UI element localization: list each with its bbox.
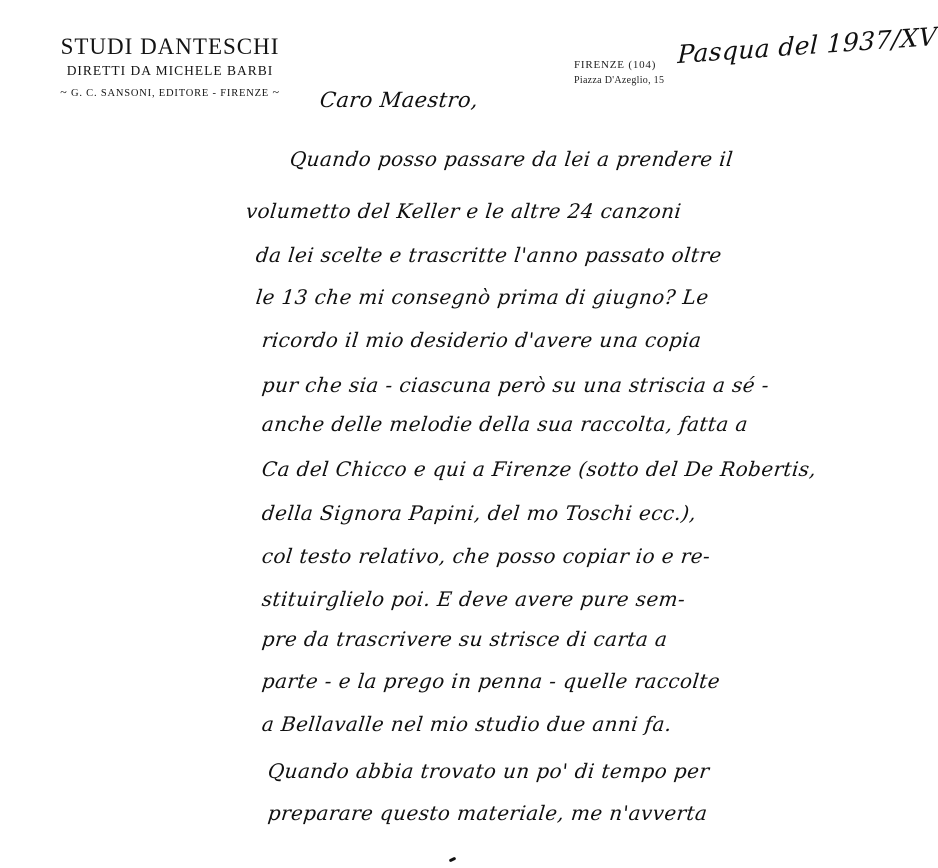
flourish-right-icon: ~ <box>272 85 280 99</box>
body-line: pre da trascrivere su strisce di carta a <box>260 627 669 651</box>
body-line: le 13 che mi consegnò prima di giugno? Le <box>254 285 710 309</box>
flourish-left-icon: ~ <box>60 85 68 99</box>
body-line: da lei scelte e trascritte l'anno passato oltre <box>254 243 723 267</box>
body-line: Quando posso passare da lei a prendere il <box>288 147 735 171</box>
body-line: Ca del Chicco e qui a Firenze (sotto del De Robertis, <box>260 457 818 481</box>
body-line: preparare questo materiale, me n'avverta <box>266 801 709 825</box>
body-line: pur che sia - ciascuna però su una striscia a sé - <box>260 373 771 397</box>
body-line: volumetto del Keller e le altre 24 canzoni <box>244 199 683 223</box>
letterhead-publisher: G. C. SANSONI, EDITORE - FIRENZE <box>70 88 270 99</box>
body-line: Quando abbia trovato un po' di tempo per <box>266 759 711 783</box>
letterhead-title: STUDI DANTESCHI <box>60 34 280 59</box>
body-line: anche delle melodie della sua raccolta, fatta a <box>260 412 750 436</box>
salutation: Caro Maestro, <box>318 88 480 112</box>
letterhead-subtitle: DIRETTI DA MICHELE BARBI <box>66 63 274 78</box>
body-line: ricordo il mio desiderio d'avere una copia <box>260 328 703 352</box>
letter-date: Pasqua del 1937/XV <box>676 21 938 70</box>
body-line: parte - e la prego in penna - quelle raccolte <box>260 669 722 693</box>
body-line: col testo relativo, che posso copiar io e re- <box>260 544 712 568</box>
body-line: della Signora Papini, del mo Toschi ecc.), <box>260 501 698 525</box>
address-street: Piazza D'Azeglio, 15 <box>574 75 665 86</box>
address-city: FIRENZE (104) <box>574 59 657 71</box>
body-line: stituirglielo poi. E deve avere pure sem- <box>260 587 687 611</box>
body-line: a Bellavalle nel mio studio due anni fa. <box>260 712 674 736</box>
